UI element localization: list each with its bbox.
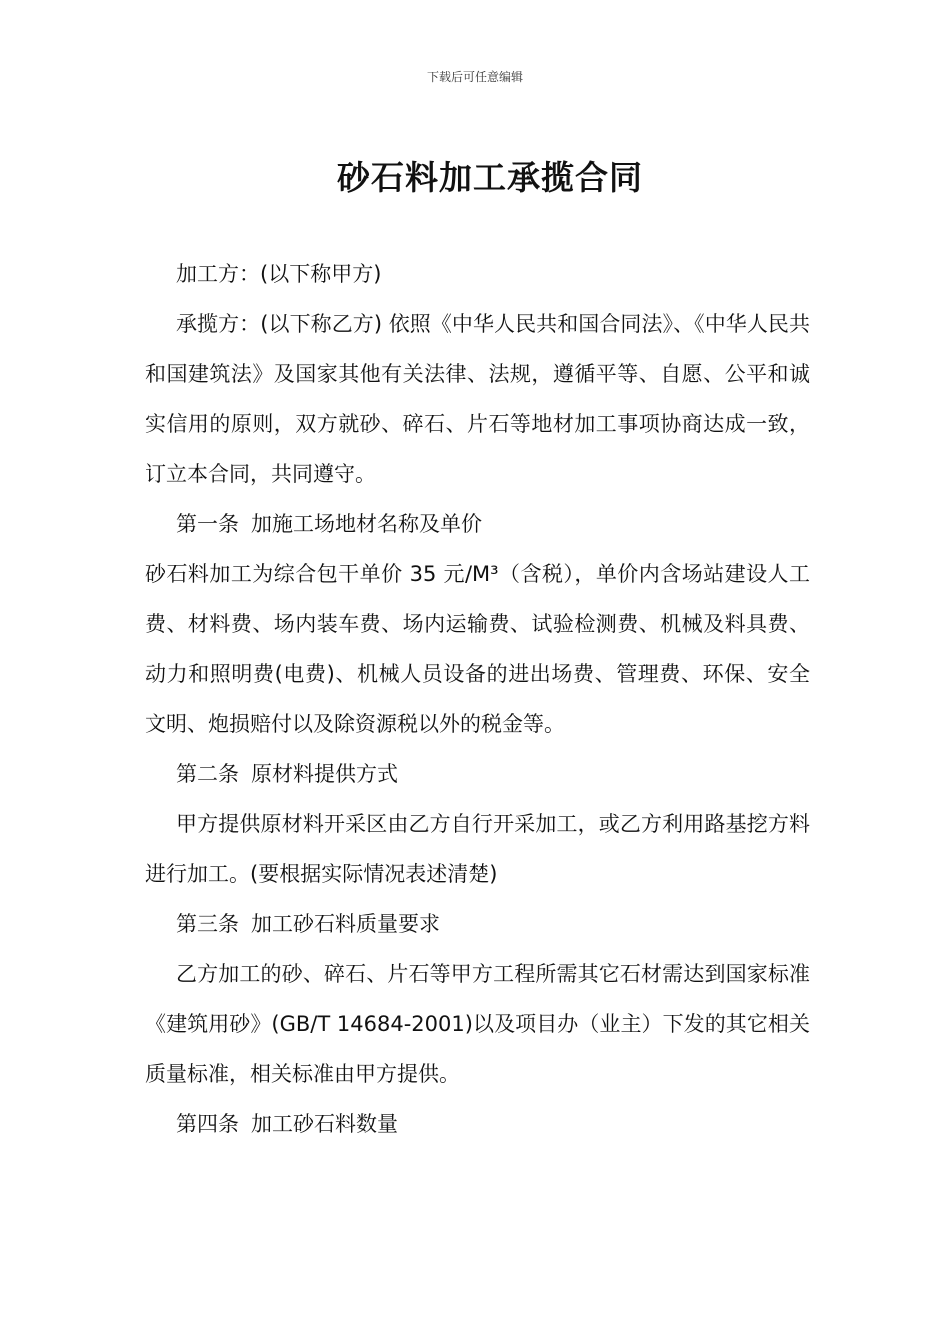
article-heading: 加工砂石料质量要求 bbox=[251, 912, 440, 936]
document-title: 砂石料加工承揽合同 bbox=[337, 158, 643, 197]
article-heading: 加施工场地材名称及单价 bbox=[251, 512, 482, 536]
article-3-heading bbox=[145, 899, 810, 949]
party-b-intro: 承揽方：(以下称乙方) 依照《中华人民共和国合同法》、《中华人民共和国建筑法》及国家其他有关法律、法规，遵循平等、自愿、公平和诚实信用的原则，双方就砂、碎石、片石等地材加工事项协商达成一致，订立本合同，共同遵守。 bbox=[145, 312, 810, 486]
article-number: 第二条 bbox=[176, 762, 239, 786]
article-heading: 原材料提供方式 bbox=[251, 762, 398, 786]
article-2-heading bbox=[145, 749, 810, 799]
article-heading: 加工砂石料数量 bbox=[251, 1112, 398, 1136]
article-number: 第四条 bbox=[176, 1112, 239, 1136]
article-1-body: 砂石料加工为综合包干单价 35 元/M³（含税），单价内含场站建设人工费、材料费、场内装车费、场内运输费、试验检测费、机械及料具费、动力和照明费(电费)、机械人员设备的进出场费、管理费、环保、安全文明、炮损赔付以及除资源税以外的税金等。 bbox=[145, 562, 810, 736]
article-number: 第一条 bbox=[176, 512, 239, 536]
document-body bbox=[145, 249, 810, 1149]
article-1-heading bbox=[145, 499, 810, 549]
header-note: 下载后可任意编辑 bbox=[426, 70, 523, 84]
article-4-heading bbox=[145, 1099, 810, 1149]
article-2-body: 甲方提供原材料开采区由乙方自行开采加工，或乙方利用路基挖方料进行加工。(要根据实际情况表述清楚) bbox=[145, 812, 810, 886]
party-a-line: 加工方：(以下称甲方) bbox=[176, 262, 382, 286]
article-number: 第三条 bbox=[176, 912, 239, 936]
article-3-body: 乙方加工的砂、碎石、片石等甲方工程所需其它石材需达到国家标准《建筑用砂》(GB/T 14684-2001)以及项目办（业主）下发的其它相关质量标准，相关标准由甲方提供。 bbox=[145, 962, 810, 1086]
